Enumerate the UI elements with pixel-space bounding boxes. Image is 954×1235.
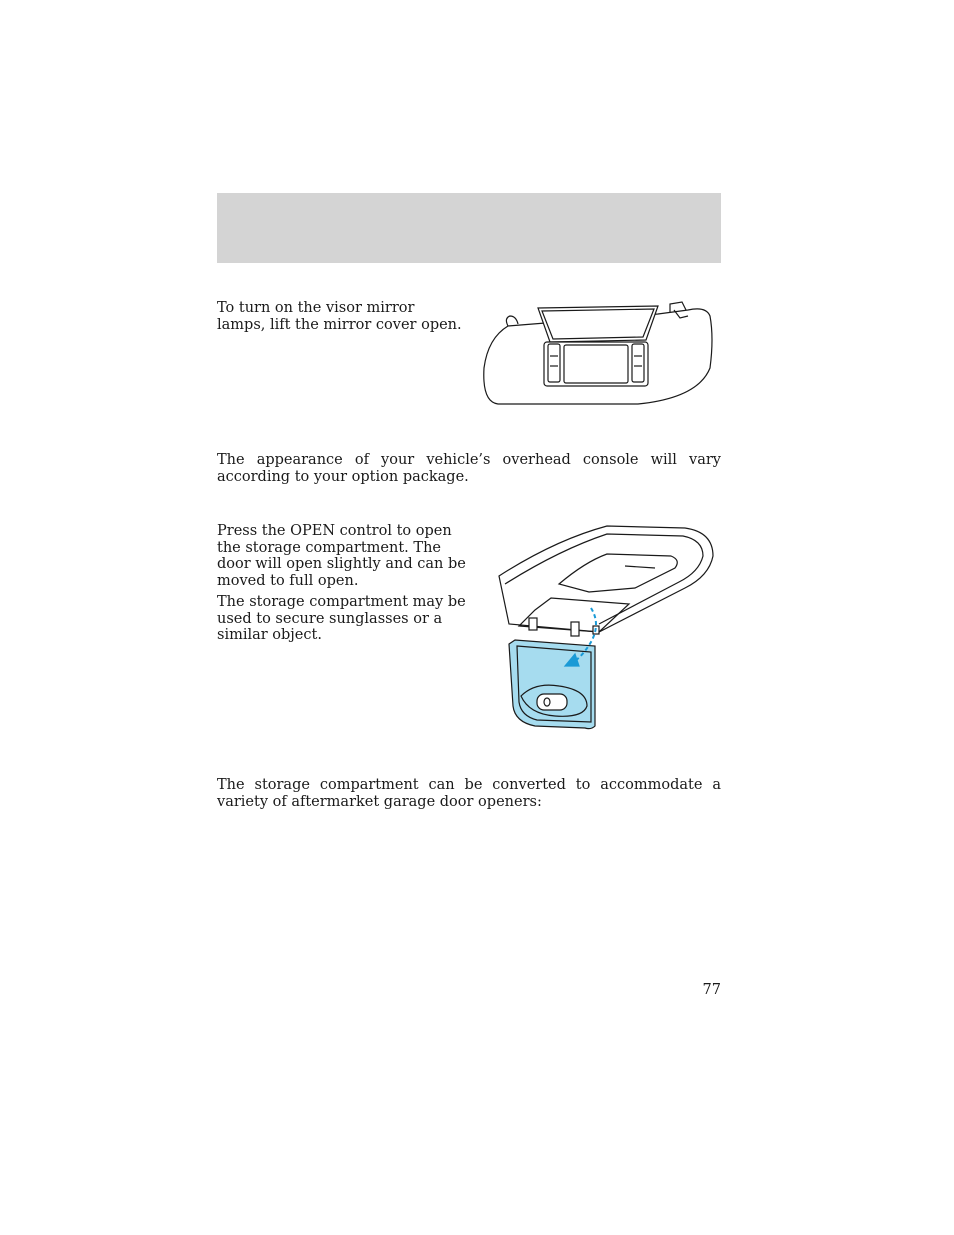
visor-lamp-text: To turn on the visor mirror lamps, lift the mirror cover open. [217,300,462,333]
sunglasses-text: The storage compartment may be used to secure sunglasses or a similar object. [217,594,466,643]
overhead-console-text: The appearance of your vehicle’s overhead console will vary according to your option package. [217,452,721,485]
visor-mirror-illustration [478,298,718,408]
page-number: 77 [702,982,721,998]
open-control-text: Press the OPEN control to open the storage compartment. The door will open slightly and can be moved to full open. [217,523,466,589]
overhead-console-illustration [495,520,717,732]
garage-opener-text: The storage compartment can be converted to accommodate a variety of aftermarket garage door openers: [217,777,721,810]
section-header-band [217,193,721,263]
